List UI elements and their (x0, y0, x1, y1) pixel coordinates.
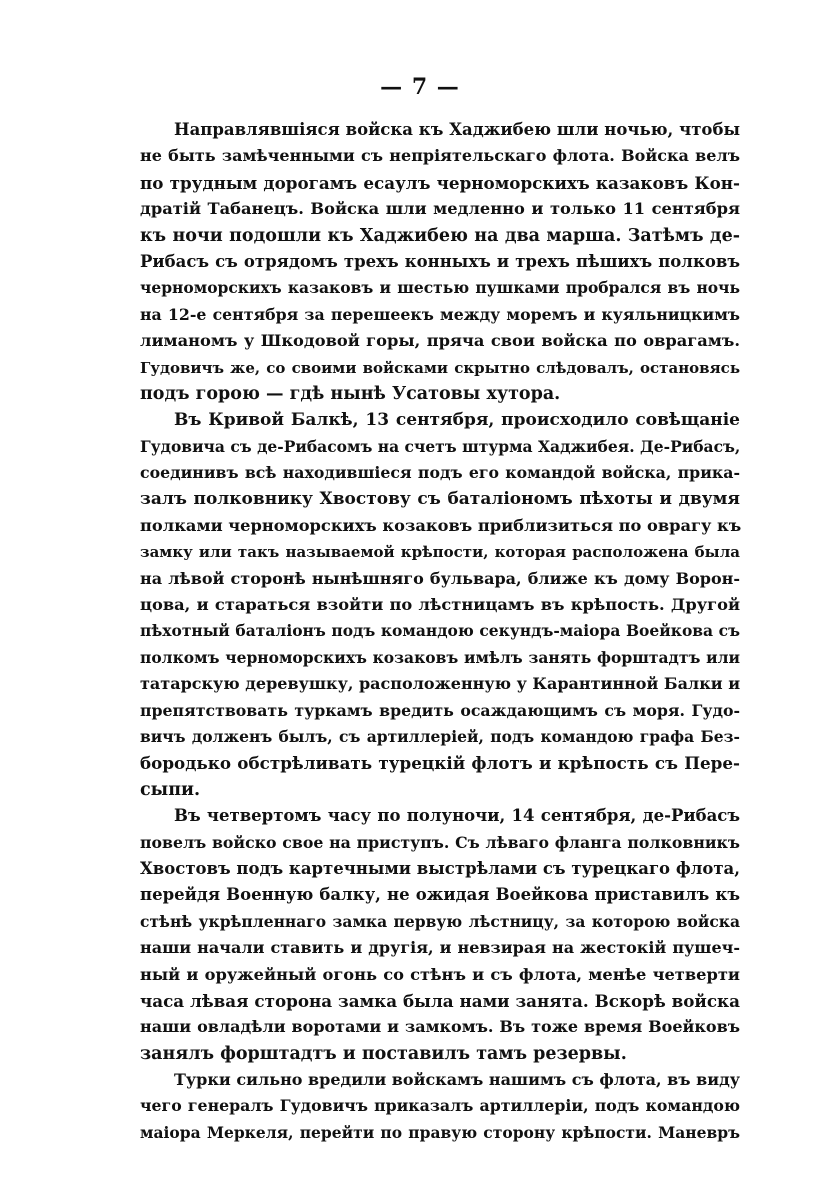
text-line: татарскую деревушку, расположенную у Карантинной Балки и (140, 674, 741, 694)
text-line: чего генералъ Гудовичъ приказалъ артиллеріи, подъ командою (140, 1096, 740, 1116)
paragraph (140, 1067, 740, 1146)
text-line: стѣнѣ укрѣпленнаго замка первую лѣстницу, за которою войска (140, 911, 740, 931)
text-line: полкомъ черноморскихъ козаковъ имѣлъ занять форштадтъ или (140, 647, 740, 667)
body-text (140, 117, 740, 1146)
text-line: лиманомъ у Шкодовой горы, пряча свои войска по оврагамъ. (140, 331, 740, 351)
text-line: на лѣвой сторонѣ нынѣшняго бульвара, ближе къ дому Ворон- (140, 568, 740, 588)
text-line: маіора Меркеля, перейти по правую сторону крѣпости. Маневръ (140, 1122, 740, 1142)
text-line: полками черноморскихъ козаковъ приблизиться по оврагу къ (140, 515, 742, 535)
text-line: Направлявшіяся войска къ Хаджибею шли ночью, чтобы (174, 120, 740, 139)
text-line: Гудовича съ де-Рибасомъ на счетъ штурма Хаджибея. Де-Рибасъ, (140, 436, 741, 456)
text-line: пѣхотный баталіонъ подъ командою секундъ-маіора Воейкова съ (140, 621, 740, 641)
text-line: соединивъ всѣ находившіеся подъ его командой войска, прика- (140, 463, 740, 483)
text-line: подъ горою — гдѣ нынѣ Усатовы хутора. (140, 383, 561, 404)
text-line: вичъ долженъ былъ, съ артиллеріей, подъ командою графа Без- (140, 726, 740, 746)
paragraph (140, 117, 740, 407)
text-line: къ ночи подошли къ Хаджибею на два марша. Затѣмъ де- (140, 225, 740, 246)
text-line: Въ Кривой Балкѣ, 13 сентября, происходило совѣщаніе (174, 410, 740, 431)
text-line: ный и оружейный огонь со стѣнъ и съ флота, менѣе четверти (140, 964, 740, 984)
text-line: наши овладѣли воротами и замкомъ. Въ тоже время Воейковъ (140, 1017, 740, 1037)
page-number: — 7 — (380, 74, 460, 100)
text-line: сыпи. (140, 779, 201, 800)
text-line: Турки сильно вредили войскамъ нашимъ съ флота, въ виду (174, 1070, 740, 1090)
text-line: Гудовичъ же, со своими войсками скрытно слѣдовалъ, остановясь (140, 358, 740, 377)
text-line: дратій Табанецъ. Войска шли медленно и только 11 сентября (140, 199, 740, 219)
text-line: залъ полковнику Хвостову съ баталіономъ пѣхоты и двумя (140, 489, 740, 510)
text-line: цова, и стараться взойти по лѣстницамъ въ крѣпость. Другой (140, 595, 740, 615)
text-line: часа лѣвая сторона замка была нами занята. Вскорѣ войска (140, 990, 740, 1011)
text-line: Хвостовъ подъ картечными выстрѣлами съ турецкаго флота, (140, 858, 740, 878)
text-line: на 12-е сентября за перешеекъ между моремъ и куяльницкимъ (140, 304, 740, 324)
text-line: замку или такъ называемой крѣпости, которая расположена была (140, 543, 740, 562)
paragraph (140, 803, 740, 1067)
text-line: наши начали ставить и другія, и невзирая на жестокій пушеч- (140, 938, 740, 958)
text-line: перейдя Военную балку, не ожидая Воейкова приставилъ къ (140, 885, 740, 905)
text-line: не быть замѣченными съ непріятельскаго флота. Войска велъ (140, 146, 740, 166)
text-line: черноморскихъ казаковъ и шестью пушками пробрался въ ночь (140, 278, 740, 298)
text-line: бородько обстрѣливать турецкій флотъ и крѣпость съ Пере- (140, 753, 740, 774)
text-line: повелъ войско свое на приступъ. Съ лѣваго фланга полковникъ (140, 832, 740, 852)
text-line: препятствовать туркамъ вредить осаждающимъ съ моря. Гудо- (140, 700, 740, 720)
text-line: по трудным дорогамъ есаулъ черноморскихъ казаковъ Кон- (140, 172, 740, 193)
text-line: занялъ форштадтъ и поставилъ тамъ резервы. (140, 1043, 627, 1064)
paragraph (140, 407, 740, 803)
text-line: Рибасъ съ отрядомъ трехъ конныхъ и трехъ пѣшихъ полковъ (140, 251, 740, 271)
text-line: Въ четвертомъ часу по полуночи, 14 сентября, де-Рибасъ (174, 806, 740, 826)
